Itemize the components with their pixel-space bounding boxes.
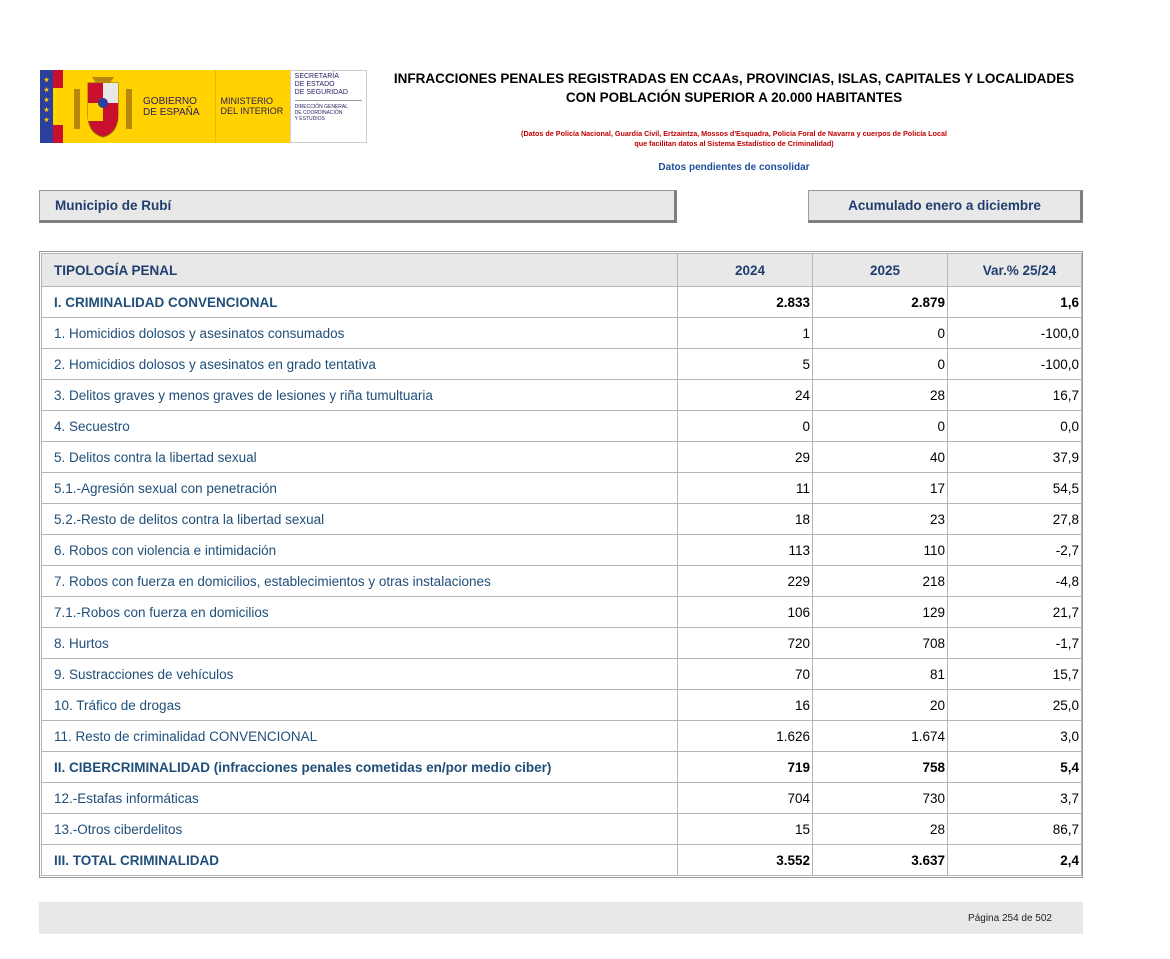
row-2024: 720 (678, 628, 813, 659)
ministerio-line2: DEL INTERIOR (220, 106, 284, 116)
header-tipologia: TIPOLOGÍA PENAL (42, 254, 678, 287)
row-label: 6. Robos con violencia e intimidación (42, 535, 678, 566)
row-2025: 23 (813, 504, 948, 535)
row-label: I. CRIMINALIDAD CONVENCIONAL (42, 287, 678, 318)
row-label: 10. Tráfico de drogas (42, 690, 678, 721)
gobierno-block (63, 70, 215, 143)
row-label: 5.2.-Resto de delitos contra la libertad sexual (42, 504, 678, 535)
row-var: 16,7 (948, 380, 1082, 411)
table-row (42, 690, 1082, 721)
row-2024: 18 (678, 504, 813, 535)
table-row (42, 659, 1082, 690)
table-row (42, 814, 1082, 845)
report-subtitle (378, 129, 1090, 149)
row-var: -100,0 (948, 349, 1082, 380)
row-var: -1,7 (948, 628, 1082, 659)
report-title-line1: INFRACCIONES PENALES REGISTRADAS EN CCAAs, PROVINCIAS, ISLAS, CAPITALES Y LOCALIDADES (393, 71, 1075, 86)
row-label: 1. Homicidios dolosos y asesinatos consumados (42, 318, 678, 349)
row-2024: 16 (678, 690, 813, 721)
secretaria-line2: DE ESTADO (294, 81, 335, 88)
row-var: 54,5 (948, 473, 1082, 504)
row-label: 5. Delitos contra la libertad sexual (42, 442, 678, 473)
table-row (42, 411, 1082, 442)
row-2025: 0 (813, 411, 948, 442)
row-2025: 2.879 (813, 287, 948, 318)
row-var: 25,0 (948, 690, 1082, 721)
row-2025: 20 (813, 690, 948, 721)
row-var: 27,8 (948, 504, 1082, 535)
direccion-line1: DIRECCIÓN GENERAL (294, 104, 348, 110)
row-2024: 3.552 (678, 845, 813, 876)
table-row (42, 349, 1082, 380)
table-row (42, 566, 1082, 597)
row-label: 3. Delitos graves y menos graves de lesiones y riña tumultuaria (42, 380, 678, 411)
row-var: 37,9 (948, 442, 1082, 473)
row-2024: 11 (678, 473, 813, 504)
header-variation: Var.% 25/24 (948, 254, 1082, 287)
table-row (42, 752, 1082, 783)
page-number: Página 254 de 502 (968, 912, 1052, 924)
row-label: 5.1.-Agresión sexual con penetración (42, 473, 678, 504)
table-row (42, 845, 1082, 876)
period-box: Acumulado enero a diciembre (808, 190, 1083, 223)
row-label: 12.-Estafas informáticas (42, 783, 678, 814)
table-row (42, 721, 1082, 752)
gobierno-line1: GOBIERNO (143, 95, 197, 107)
municipality-box: Municipio de Rubí (39, 190, 677, 223)
row-var: 3,7 (948, 783, 1082, 814)
page-footer (39, 902, 1083, 934)
row-2025: 0 (813, 318, 948, 349)
row-2025: 758 (813, 752, 948, 783)
row-2025: 1.674 (813, 721, 948, 752)
row-2025: 3.637 (813, 845, 948, 876)
row-2025: 0 (813, 349, 948, 380)
row-2024: 15 (678, 814, 813, 845)
secretaria-line3: DE SEGURIDAD (294, 89, 348, 96)
table-row (42, 380, 1082, 411)
row-var: 1,6 (948, 287, 1082, 318)
row-var: -100,0 (948, 318, 1082, 349)
direccion-line3: Y ESTUDIOS (294, 116, 325, 122)
table-row (42, 318, 1082, 349)
row-2025: 40 (813, 442, 948, 473)
eu-flag-strip: ★ ★ ★ ★ ★ (40, 70, 63, 143)
row-2024: 1 (678, 318, 813, 349)
report-title-line2: CON POBLACIÓN SUPERIOR A 20.000 HABITANTES (565, 90, 903, 105)
row-label: 4. Secuestro (42, 411, 678, 442)
row-2024: 719 (678, 752, 813, 783)
row-2024: 24 (678, 380, 813, 411)
row-2025: 730 (813, 783, 948, 814)
report-subtitle-line2: que facilitan datos al Sistema Estadístico de Criminalidad) (634, 139, 834, 148)
secretaria-block (290, 70, 367, 143)
row-label: 8. Hurtos (42, 628, 678, 659)
row-2025: 81 (813, 659, 948, 690)
row-var: -2,7 (948, 535, 1082, 566)
row-label: III. TOTAL CRIMINALIDAD (42, 845, 678, 876)
row-2024: 229 (678, 566, 813, 597)
row-2024: 5 (678, 349, 813, 380)
table-row (42, 442, 1082, 473)
row-var: -4,8 (948, 566, 1082, 597)
report-title (378, 69, 1090, 107)
row-2025: 708 (813, 628, 948, 659)
row-2025: 28 (813, 814, 948, 845)
row-var: 15,7 (948, 659, 1082, 690)
table-row (42, 287, 1082, 318)
row-var: 86,7 (948, 814, 1082, 845)
table-header-row (42, 254, 1082, 287)
table-row (42, 628, 1082, 659)
row-var: 5,4 (948, 752, 1082, 783)
report-subtitle-line1: (Datos de Policía Nacional, Guardia Civil, Ertzaintza, Mossos d'Esquadra, Policía Foral de Navarra y cuerpos de Policía Local (521, 129, 947, 138)
table-row (42, 535, 1082, 566)
row-2025: 129 (813, 597, 948, 628)
table-row (42, 473, 1082, 504)
table-row (42, 504, 1082, 535)
government-logo (40, 70, 367, 143)
row-2024: 704 (678, 783, 813, 814)
row-var: 2,4 (948, 845, 1082, 876)
header-2024: 2024 (678, 254, 813, 287)
row-label: 7.1.-Robos con fuerza en domicilios (42, 597, 678, 628)
row-2024: 2.833 (678, 287, 813, 318)
table-row (42, 783, 1082, 814)
row-2025: 28 (813, 380, 948, 411)
crime-table (39, 251, 1083, 878)
row-2025: 17 (813, 473, 948, 504)
row-label: 7. Robos con fuerza en domicilios, establecimientos y otras instalaciones (42, 566, 678, 597)
table-row (42, 597, 1082, 628)
row-2024: 70 (678, 659, 813, 690)
row-2025: 218 (813, 566, 948, 597)
row-2024: 1.626 (678, 721, 813, 752)
row-label: 9. Sustracciones de vehículos (42, 659, 678, 690)
row-2024: 113 (678, 535, 813, 566)
ministerio-line1: MINISTERIO (220, 96, 274, 106)
row-var: 21,7 (948, 597, 1082, 628)
ministerio-block (215, 70, 290, 143)
row-2024: 106 (678, 597, 813, 628)
row-var: 3,0 (948, 721, 1082, 752)
header-2025: 2025 (813, 254, 948, 287)
row-2025: 110 (813, 535, 948, 566)
pending-notice: Datos pendientes de consolidar (658, 162, 810, 173)
row-label: II. CIBERCRIMINALIDAD (infracciones penales cometidas en/por medio ciber) (42, 752, 678, 783)
row-2024: 0 (678, 411, 813, 442)
row-2024: 29 (678, 442, 813, 473)
row-label: 11. Resto de criminalidad CONVENCIONAL (42, 721, 678, 752)
coat-of-arms-icon (63, 70, 143, 143)
row-label: 2. Homicidios dolosos y asesinatos en grado tentativa (42, 349, 678, 380)
row-var: 0,0 (948, 411, 1082, 442)
row-label: 13.-Otros ciberdelitos (42, 814, 678, 845)
direccion-line2: DE COORDINACIÓN (294, 110, 343, 116)
gobierno-line2: DE ESPAÑA (143, 106, 200, 118)
secretaria-line1: SECRETARÍA (294, 73, 339, 80)
